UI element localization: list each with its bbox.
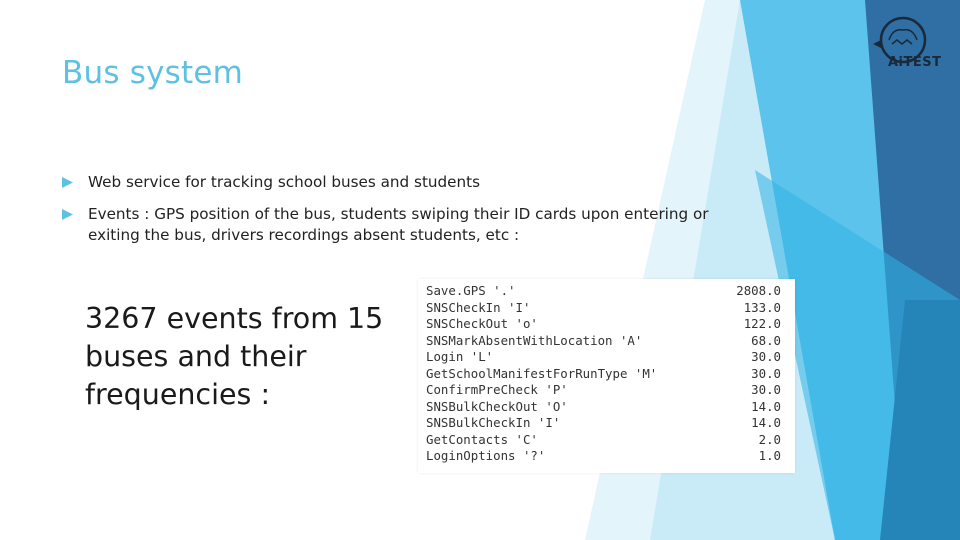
table-row — [426, 316, 781, 333]
event-name: SNSBulkCheckIn 'I' — [426, 415, 561, 430]
event-count: 14.0 — [751, 398, 781, 414]
summary-text: 3267 events from 15 buses and their frequencies : — [85, 302, 384, 411]
event-count: 133.0 — [743, 299, 781, 315]
table-row — [426, 300, 781, 317]
event-count: 30.0 — [751, 365, 781, 381]
event-name: SNSCheckOut 'o' — [426, 316, 538, 331]
event-name: Login 'L' — [426, 349, 494, 364]
event-name: SNSBulkCheckOut 'O' — [426, 398, 568, 414]
bullet-item — [62, 204, 732, 246]
table-row — [426, 349, 781, 366]
event-name: ConfirmPreCheck 'P' — [426, 382, 568, 397]
table-row — [426, 366, 781, 383]
slide-title: Bus system — [62, 55, 243, 91]
event-name: Save.GPS '.' — [426, 283, 516, 298]
event-count: 14.0 — [751, 415, 781, 430]
event-count: 2808.0 — [736, 283, 781, 298]
event-count: 2.0 — [758, 431, 781, 447]
event-count: 122.0 — [743, 316, 781, 331]
table-row — [426, 432, 781, 449]
table-row — [426, 333, 781, 350]
event-count: 30.0 — [751, 349, 781, 364]
diamond-icon — [62, 177, 73, 188]
bullet-text: Events : GPS position of the bus, students swiping their ID cards upon entering or exiting the bus, drivers recordings absent students, etc : — [88, 205, 709, 244]
event-count: 30.0 — [751, 382, 781, 397]
diamond-icon — [62, 209, 73, 220]
event-count: 1.0 — [758, 448, 781, 463]
table-row — [426, 399, 781, 416]
bullet-item — [62, 172, 732, 193]
table-row — [426, 283, 781, 300]
event-count: 68.0 — [751, 332, 781, 348]
event-name: SNSCheckIn 'I' — [426, 299, 531, 315]
bullet-list — [62, 172, 732, 257]
event-name: GetContacts 'C' — [426, 431, 538, 447]
event-name: GetSchoolManifestForRunType 'M' — [426, 365, 658, 381]
table-row — [426, 448, 781, 465]
event-name: LoginOptions '?' — [426, 448, 546, 463]
table-row — [426, 382, 781, 399]
logo-text: AiTEST — [888, 55, 942, 70]
bullet-text: Web service for tracking school buses and students — [88, 173, 480, 191]
frequency-table — [418, 279, 795, 473]
table-row — [426, 415, 781, 432]
event-name: SNSMarkAbsentWithLocation 'A' — [426, 332, 643, 348]
